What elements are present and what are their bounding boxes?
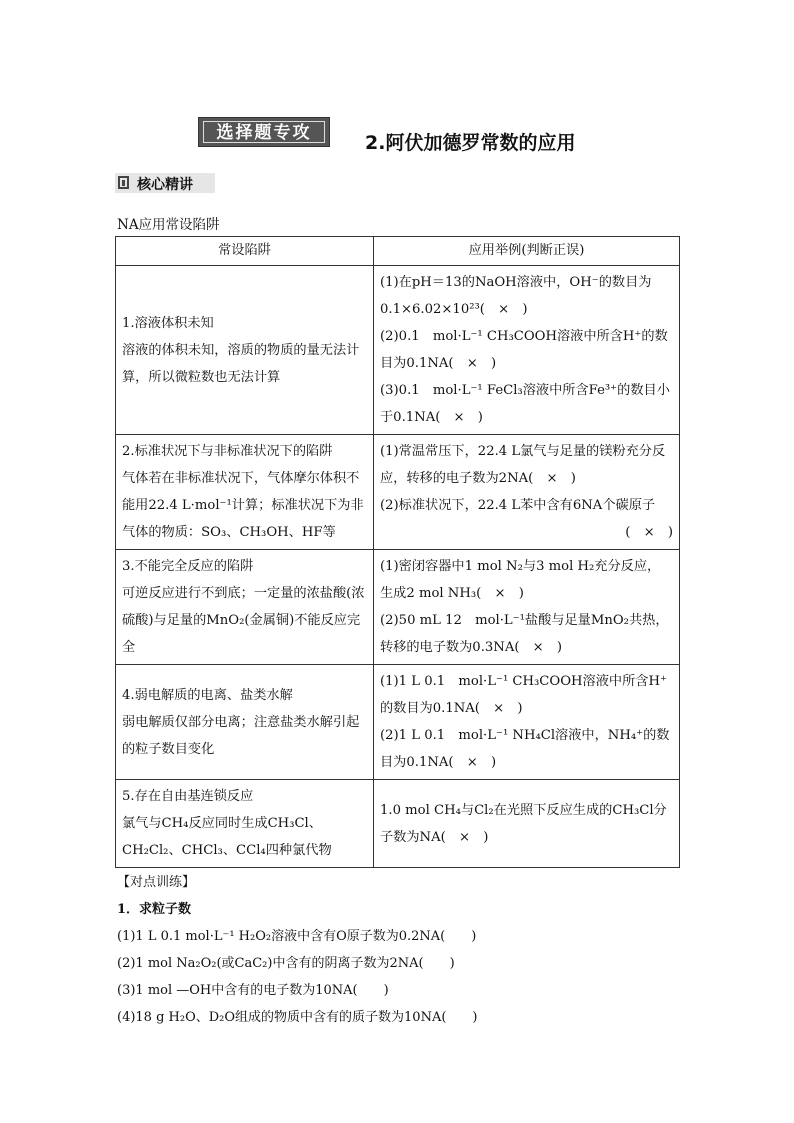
trap-cell xyxy=(116,665,374,780)
example-item: 1.0 mol CH₄与Cl₂在光照下反应生成的CH₃Cl分子数为NA( × ) xyxy=(380,802,667,845)
table-header-row xyxy=(116,237,680,266)
practice-item: (3)1 mol —OH中含有的电子数为10NA( ) xyxy=(117,983,389,998)
trap-detail: 弱电解质仅部分电离；注意盐类水解引起的粒子数目变化 xyxy=(122,714,360,757)
trap-cell xyxy=(116,435,374,550)
practice-subheading: 1．求粒子数 xyxy=(117,902,192,917)
table-row xyxy=(116,266,680,435)
example-item: (2)标准状况下，22.4 L苯中含有6NA个碳原子 xyxy=(380,498,656,513)
topic-badge-label: 选择题专攻 xyxy=(203,121,325,143)
example-item: (2)50 mL 12 mol·L⁻¹盐酸与足量MnO₂共热，转移的电子数为0.3NA( × ) xyxy=(380,613,669,655)
trap-cell xyxy=(116,266,374,435)
trap-detail: 氯气与CH₄反应同时生成CH₃Cl、CH₂Cl₂、CHCl₃、CCl₄四种氯代物 xyxy=(122,816,332,858)
section-label: 核心精讲 xyxy=(137,177,193,193)
table-row xyxy=(116,665,680,780)
example-cell xyxy=(374,780,680,868)
intro-text: NA应用常设陷阱 xyxy=(117,217,220,233)
example-item: (1)在pH＝13的NaOH溶液中，OH⁻的数目为0.1×6.02×10²³( × ) xyxy=(380,275,652,317)
trap-title: 2.标准状况下与非标准状况下的陷阱 xyxy=(122,444,333,459)
trap-title: 5.存在自由基连锁反应 xyxy=(122,789,254,804)
example-cell xyxy=(374,550,680,665)
practice-item: (1)1 L 0.1 mol·L⁻¹ H₂O₂溶液中含有O原子数为0.2NA( ) xyxy=(117,929,477,944)
trap-detail: 溶液的体积未知，溶质的物质的量无法计算，所以微粒数也无法计算 xyxy=(122,342,360,385)
trap-cell xyxy=(116,780,374,868)
example-item: (1)1 L 0.1 mol·L⁻¹ CH₃COOH溶液中所含H⁺的数目为0.1NA( × ) xyxy=(380,674,667,716)
example-item: (2)1 L 0.1 mol·L⁻¹ NH₄Cl溶液中，NH₄⁺的数目为0.1NA( × ) xyxy=(380,728,670,770)
section-header xyxy=(115,173,215,193)
topic-badge xyxy=(198,117,330,147)
table-row xyxy=(116,780,680,868)
example-item: (2)0.1 mol·L⁻¹ CH₃COOH溶液中所含H⁺的数目为0.1NA( × ) xyxy=(380,329,668,371)
table-row xyxy=(116,435,680,550)
trap-cell xyxy=(116,550,374,665)
example-cell xyxy=(374,665,680,780)
table-row xyxy=(116,550,680,665)
trap-detail: 气体若在非标准状况下，气体摩尔体积不能用22.4 L·mol⁻¹计算；标准状况下为非气体的物质：SO₃、CH₃OH、HF等 xyxy=(122,471,364,540)
example-answer: ( × ) xyxy=(625,525,673,540)
trap-title: 4.弱电解质的电离、盐类水解 xyxy=(122,687,293,703)
practice-heading: 【对点训练】 xyxy=(117,875,196,890)
practice-item: (2)1 mol Na₂O₂(或CaC₂)中含有的阴离子数为2NA( ) xyxy=(117,956,455,971)
example-cell xyxy=(374,435,680,550)
trap-detail: 可逆反应进行不到底；一定量的浓盐酸(浓硫酸)与足量的MnO₂(金属铜)不能反应完全 xyxy=(122,586,365,655)
section-marker-icon xyxy=(118,176,129,189)
example-item: (3)0.1 mol·L⁻¹ FeCl₃溶液中所含Fe³⁺的数目小于0.1NA( × ) xyxy=(380,383,670,425)
column-header: 常设陷阱 xyxy=(116,237,374,266)
page-title: 2.阿伏加德罗常数的应用 xyxy=(365,132,576,154)
example-item: (1)密闭容器中1 mol N₂与3 mol H₂充分反应，生成2 mol NH₃( × ) xyxy=(380,559,661,601)
practice-item: (4)18 g H₂O、D₂O组成的物质中含有的质子数为10NA( ) xyxy=(117,1010,478,1025)
trap-title: 3.不能完全反应的陷阱 xyxy=(122,559,254,574)
example-item: (1)常温常压下，22.4 L氯气与足量的镁粉充分反应，转移的电子数为2NA( × ) xyxy=(380,444,666,486)
trap-title: 1.溶液体积未知 xyxy=(122,315,214,331)
column-header: 应用举例(判断正误) xyxy=(374,237,680,266)
example-cell xyxy=(374,266,680,435)
traps-table xyxy=(115,236,680,868)
